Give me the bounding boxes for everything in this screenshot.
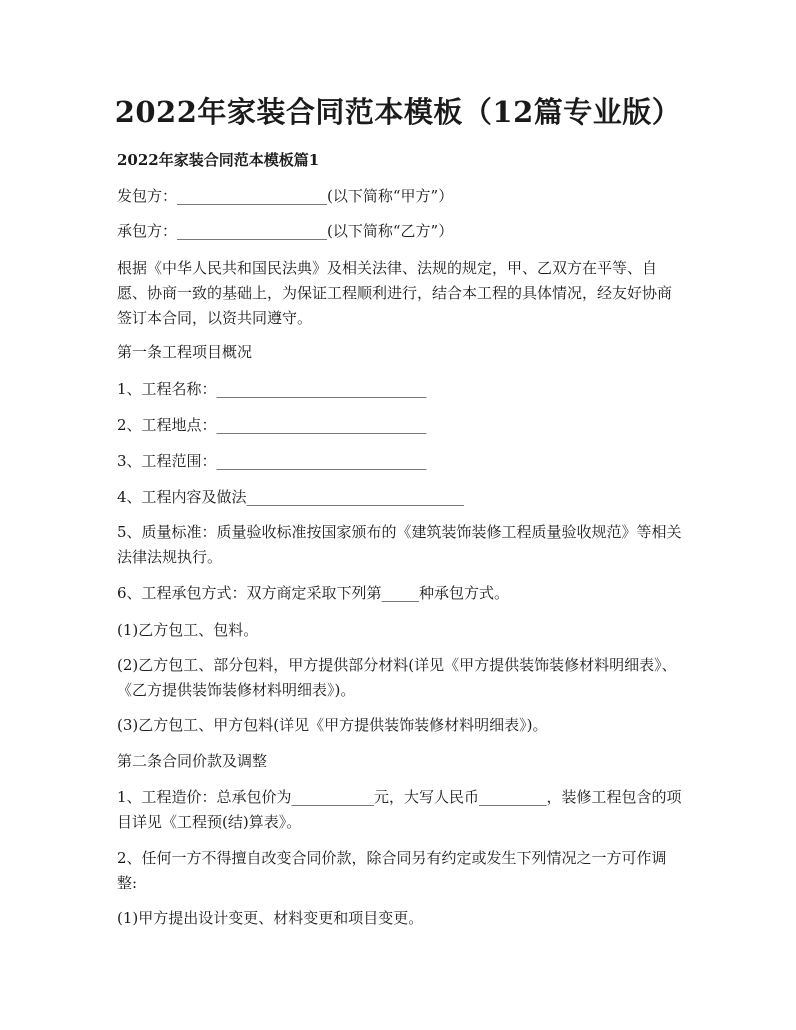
quality-standard-paragraph: 5、质量标准：质量验收标准按国家颁布的《建筑装饰装修工程质量验收规范》等相关法律法规执行。 [117, 523, 682, 566]
price-adjustment-paragraph: 2、任何一方不得擅自改变合同价款，除合同另有约定或发生下列情况之一方可作调整: [117, 849, 667, 892]
paragraph-preamble: 根据《中华人民共和国民法典》及相关法律、法规的规定，甲、乙双方在平等、自愿、协商一致的基础上，为保证工程顺利进行，结合本工程的具体情况，经友好协商签订本合同，以资共同遵守。 [117, 259, 673, 327]
paragraph-contractor: 承包方：____________________(以下简称“乙方”） [117, 222, 454, 240]
document-title: 2022年家装合同范本模板（12篇专业版） [114, 95, 682, 129]
project-cost-paragraph: 1、工程造价：总承包价为___________元，大写人民币_________，装修工程包含的项目详见《工程预(结)算表》。 [117, 788, 682, 831]
contract-method-paragraph: 6、工程承包方式：双方商定采取下列第_____种承包方式。 [117, 584, 510, 602]
adjustment-case-1: (1)甲方提出设计变更、材料变更和项目变更。 [117, 909, 424, 927]
project-content-line: 4、工程内容及做法_____________________________ [117, 488, 465, 506]
paragraph-employer: 发包方：____________________(以下简称“甲方”） [117, 187, 454, 205]
project-scope-line: 3、工程范围：____________________________ [117, 452, 427, 470]
project-name-line: 1、工程名称：____________________________ [117, 380, 427, 398]
method-option-1: (1)乙方包工、包料。 [117, 621, 259, 639]
section-subtitle: 2022年家装合同范本模板篇1 [117, 151, 320, 169]
method-option-3: (3)乙方包工、甲方包料(详见《甲方提供装饰装修材料明细表》)。 [117, 716, 548, 734]
method-option-2: (2)乙方包工、部分包料，甲方提供部分材料(详见《甲方提供装饰装修材料明细表》、《乙方提供装饰装修材料明细表》)。 [117, 656, 677, 699]
article-1-heading: 第一条工程项目概况 [117, 343, 253, 361]
project-location-line: 2、工程地点：____________________________ [117, 416, 427, 434]
article-2-heading: 第二条合同价款及调整 [117, 752, 268, 770]
